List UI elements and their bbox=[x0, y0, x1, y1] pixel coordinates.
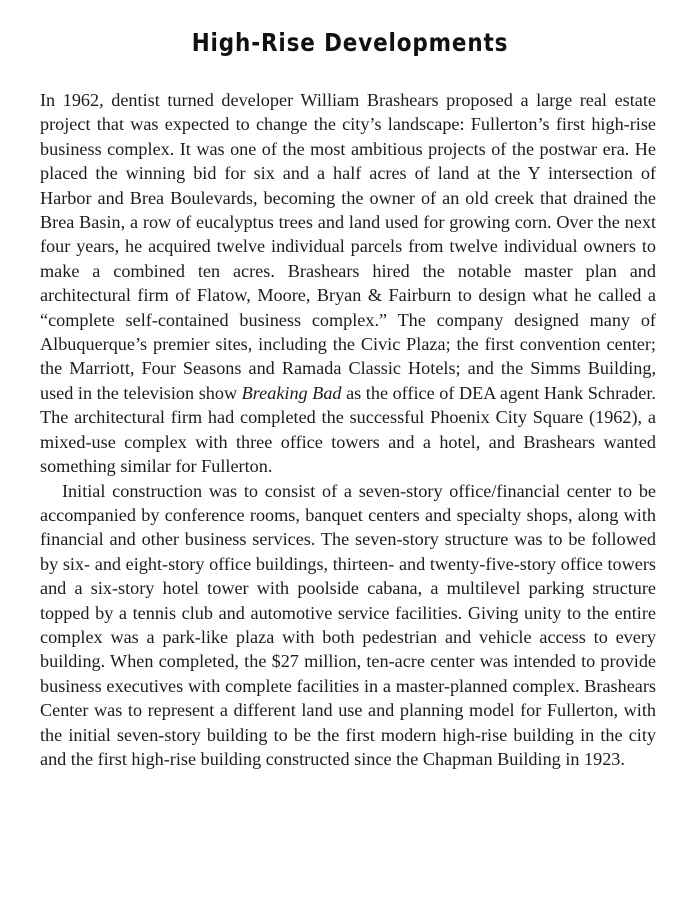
italic-title: Breaking Bad bbox=[241, 382, 342, 403]
body-text bbox=[40, 88, 656, 771]
paragraph-text: as the office of DEA agent Hank Schrader. The architectural firm had completed the successful Phoenix City Square (1962), a mixed-use complex with three office towers and a hotel, and Brashears wanted something similar for Fullerton. bbox=[40, 382, 656, 477]
paragraph-text: In 1962, dentist turned developer William Brashears proposed a large real estate project that was expected to change the city’s landscape: Fullerton’s first high-rise business complex. It was one of the most ambitious projects of the postwar era. He placed the winning bid for six and a half acres of land at the Y intersection of Harbor and Brea Boulevards, becoming the owner of an old creek that drained the Brea Basin, a row of eucalyptus trees and land used for growing corn. Over the next four years, he acquired twelve individual parcels from twelve individual owners to make a combined ten acres. Brashears hired the notable master plan and architectural firm of Flatow, Moore, Bryan & Fairburn to design what he called a “complete self-contained business complex.” The company designed many of Albuquerque’s premier sites, including the Civic Plaza; the first convention center; the Marriott, Four Seasons and Ramada Classic Hotels; and the Simms Building, used in the television show bbox=[40, 90, 656, 403]
paragraph: Initial construction was to consist of a seven-story office/financial center to be accompanied by conference rooms, banquet centers and specialty shops, along with financial and other business services. The seven-story structure was to be followed by six- and eight-story office buildings, thirteen- and twenty-five-story office towers and a six-story hotel tower with poolside cabana, a multilevel parking structure topped by a tennis club and automotive service facilities. Giving unity to the entire complex was a park-like plaza with both pedestrian and vehicle access to every building. When completed, the $27 million, ten-acre center was intended to provide business executives with complete facilities in a master-planned complex. Brashears Center was to represent a different land use and planning model for Fullerton, with the initial seven-story building to be the first modern high-rise building in the city and the first high-rise building constructed since the Chapman Building in 1923. bbox=[40, 480, 656, 769]
paragraph bbox=[40, 88, 656, 479]
page-title: High-Rise Developments bbox=[191, 28, 509, 57]
